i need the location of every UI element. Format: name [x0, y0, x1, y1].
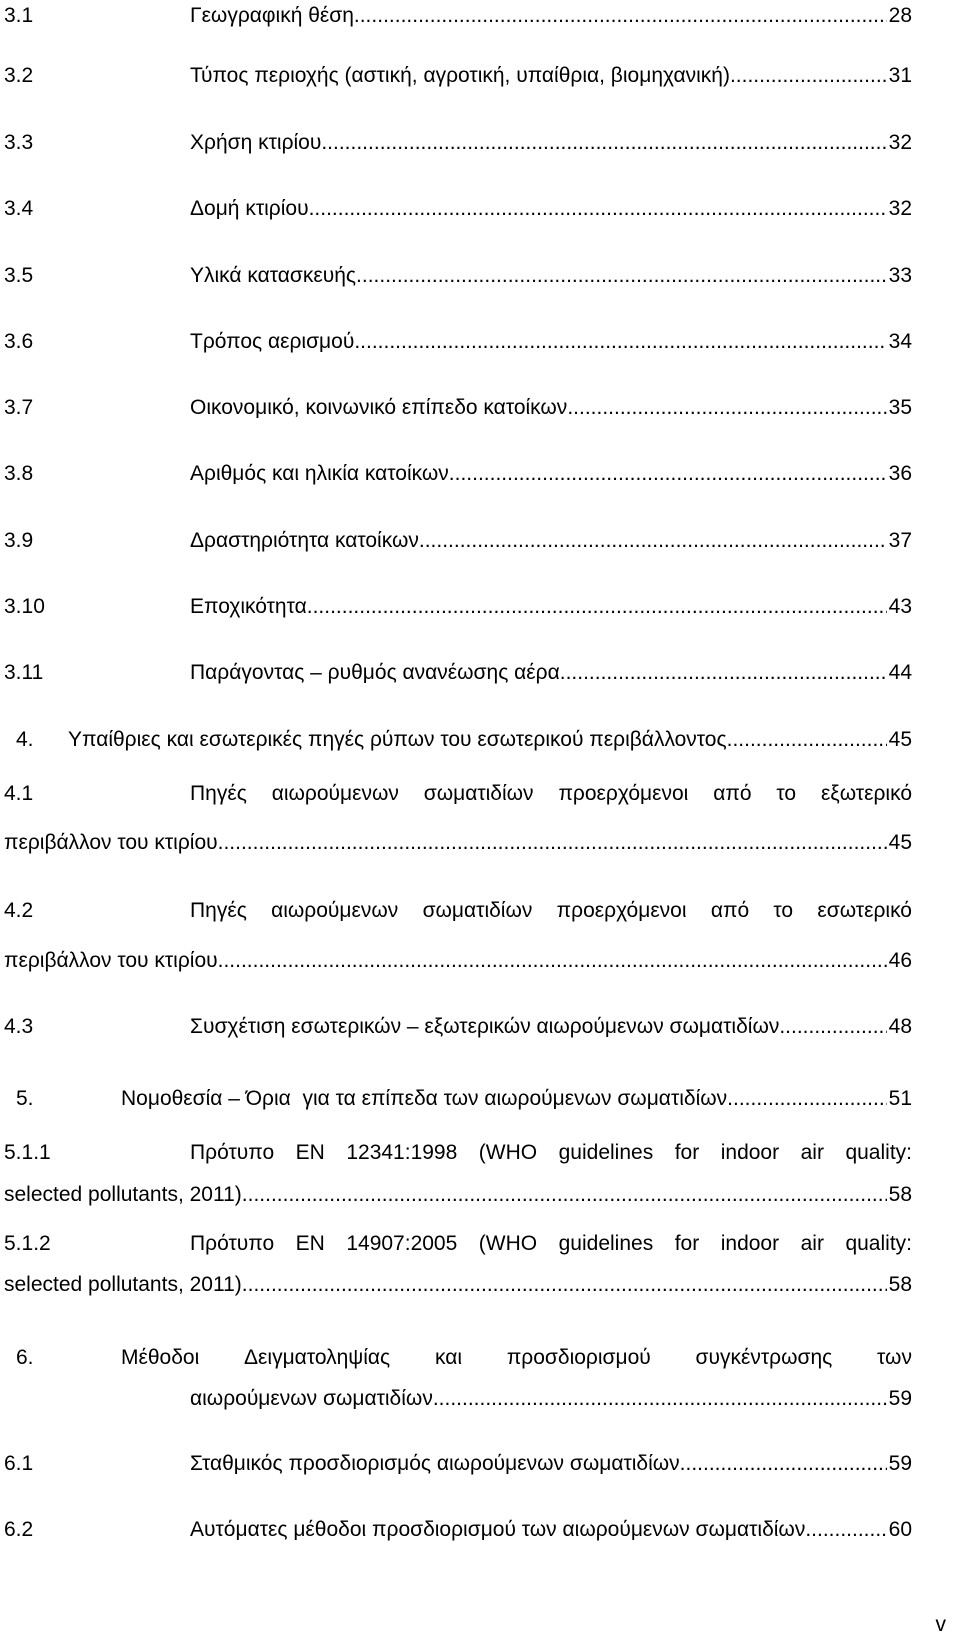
- title-word: guidelines: [558, 1141, 654, 1164]
- toc-entry-leader: [190, 459, 912, 489]
- toc-entry-title: Δομή κτιρίου: [190, 197, 309, 220]
- toc-entry-leader: [4, 828, 912, 858]
- toc-entry-page: 35: [888, 396, 912, 419]
- dot-leader: [354, 1, 887, 31]
- toc-entry-leader: [4, 1180, 912, 1210]
- toc-entry[interactable]: [0, 459, 960, 489]
- title-word: και: [434, 1346, 463, 1369]
- toc-entry-number: 3.3: [4, 131, 34, 154]
- dot-leader: [560, 658, 887, 688]
- toc-entry-continuation[interactable]: [0, 828, 960, 858]
- title-word: προερχόμενοι: [556, 899, 687, 922]
- page-number: v: [935, 1613, 946, 1636]
- toc-entry-leader: [190, 526, 912, 556]
- toc-chapter-entry[interactable]: [0, 1084, 960, 1114]
- dot-leader: [727, 1084, 886, 1114]
- toc-entry-title: Αυτόματες μέθοδοι προσδιορισμού των αιωρούμενων σωματιδίων: [190, 1518, 806, 1541]
- toc-entry-number: 3.11: [4, 661, 44, 684]
- dot-leader: [309, 194, 887, 224]
- dot-leader: [779, 1012, 886, 1042]
- dot-leader: [242, 1270, 887, 1300]
- title-word: Πηγές: [190, 782, 247, 805]
- title-word: for: [674, 1232, 700, 1255]
- toc-entry-page: 28: [888, 4, 912, 27]
- toc-entry-page: 45: [888, 728, 912, 751]
- title-word: προερχόμενοι: [558, 782, 689, 805]
- toc-entry-page: 51: [888, 1087, 912, 1110]
- toc-entry-number: 4.3: [4, 1015, 34, 1038]
- toc-entry-page: 31: [888, 64, 912, 87]
- toc-entry-title: Γεωγραφική θέση: [190, 4, 354, 27]
- toc-entry-title: Υπαίθριες και εσωτερικές πηγές ρύπων του εσωτερικού περιβάλλοντος: [68, 728, 727, 751]
- toc-entry-leader: [190, 1384, 912, 1414]
- toc-entry[interactable]: [0, 779, 960, 809]
- toc-entry-number: 6.2: [4, 1518, 34, 1541]
- toc-entry[interactable]: [0, 1449, 960, 1479]
- toc-entry-number: 4.1: [4, 782, 34, 805]
- toc-entry-title-line2: selected pollutants, 2011): [4, 1183, 242, 1206]
- dot-leader: [805, 1515, 886, 1545]
- dot-leader: [727, 725, 887, 755]
- title-word: Πρότυπο: [190, 1232, 275, 1255]
- toc-entry-leader: [190, 1012, 912, 1042]
- toc-entry-leader: [190, 592, 912, 622]
- toc-entry-page: 36: [888, 462, 912, 485]
- dot-leader: [218, 946, 887, 976]
- title-word: προσδιορισμού: [506, 1346, 651, 1369]
- dot-leader: [242, 1180, 887, 1210]
- toc-entry[interactable]: [0, 896, 960, 926]
- toc-entry[interactable]: [0, 1138, 960, 1168]
- toc-entry-title-line1: [190, 896, 912, 926]
- toc-entry-number: 4.2: [4, 899, 34, 922]
- toc-entry-title-line1: [190, 1138, 912, 1168]
- toc-entry-number: 3.1: [4, 4, 34, 27]
- toc-entry-title: Εποχικότητα: [190, 595, 307, 618]
- toc-entry[interactable]: [0, 1229, 960, 1259]
- toc-entry-title-line2: αιωρούμενων σωματιδίων: [190, 1387, 433, 1410]
- toc-entry[interactable]: [0, 327, 960, 357]
- toc-entry-leader: [190, 1, 912, 31]
- title-word: εξωτερικό: [820, 782, 912, 805]
- title-word: από: [713, 782, 752, 805]
- toc-entry[interactable]: [0, 128, 960, 158]
- toc-entry-continuation[interactable]: [0, 946, 960, 976]
- title-word: συγκέντρωσης: [695, 1346, 833, 1369]
- toc-entry[interactable]: [0, 658, 960, 688]
- toc-entry-page: 48: [888, 1015, 912, 1038]
- toc-entry-page: 32: [888, 197, 912, 220]
- title-word: Μέθοδοι: [121, 1346, 200, 1369]
- toc-entry-page: 33: [888, 264, 912, 287]
- toc-entry[interactable]: [0, 261, 960, 291]
- toc-entry-page: 60: [888, 1518, 912, 1541]
- toc-entry-title: Σταθμικός προσδιορισμός αιωρούμενων σωματιδίων: [190, 1452, 680, 1475]
- toc-entry-title-line1: [190, 1229, 912, 1259]
- toc-entry-page: 43: [888, 595, 912, 618]
- toc-entry-number: 3.9: [4, 529, 34, 552]
- toc-entry-number: 3.7: [4, 396, 34, 419]
- toc-entry-page: 34: [888, 330, 912, 353]
- toc-entry-leader: [4, 946, 912, 976]
- toc-entry-continuation[interactable]: [0, 1384, 960, 1414]
- toc-entry[interactable]: [0, 592, 960, 622]
- toc-entry-page: 59: [888, 1387, 912, 1410]
- toc-entry[interactable]: [0, 194, 960, 224]
- toc-entry-title: Συσχέτιση εσωτερικών – εξωτερικών αιωρούμενων σωματιδίων: [190, 1015, 780, 1038]
- toc-entry-continuation[interactable]: [0, 1180, 960, 1210]
- toc-entry-title-line1: [190, 779, 912, 809]
- dot-leader: [218, 828, 887, 858]
- title-word: guidelines: [558, 1232, 654, 1255]
- toc-entry[interactable]: [0, 1, 960, 31]
- toc-entry-leader: [68, 725, 912, 755]
- toc-entry-page: 46: [888, 949, 912, 972]
- toc-entry-leader: [190, 61, 912, 91]
- toc-entry-page: 45: [888, 831, 912, 854]
- toc-entry-page: 37: [888, 529, 912, 552]
- title-word: Δειγματοληψίας: [244, 1346, 391, 1369]
- dot-leader: [356, 261, 887, 291]
- title-word: σωματιδίων: [423, 782, 534, 805]
- title-word: (WHO: [478, 1141, 538, 1164]
- toc-entry[interactable]: [0, 526, 960, 556]
- toc-entry[interactable]: [0, 1515, 960, 1545]
- toc-entry-page: 58: [888, 1183, 912, 1206]
- title-word: quality:: [845, 1232, 912, 1255]
- dot-leader: [307, 592, 887, 622]
- toc-entry-leader: [190, 1515, 912, 1545]
- toc-entry-leader: [190, 261, 912, 291]
- toc-entry-number: 4.: [16, 728, 34, 751]
- title-word: σωματιδίων: [422, 899, 533, 922]
- toc-entry-leader: [190, 128, 912, 158]
- toc-entry-number: 3.5: [4, 264, 34, 287]
- toc-entry[interactable]: [0, 61, 960, 91]
- toc-chapter-entry[interactable]: [0, 725, 960, 755]
- toc-entry-number: 5.1.2: [4, 1232, 51, 1255]
- toc-entry-number: 5.1.1: [4, 1141, 51, 1164]
- toc-chapter-entry[interactable]: [0, 1343, 960, 1373]
- title-word: αιωρούμενων: [271, 782, 399, 805]
- dot-leader: [321, 128, 886, 158]
- toc-entry-number: 3.8: [4, 462, 34, 485]
- title-word: ΕΝ: [295, 1141, 325, 1164]
- toc-entry-number: 6.: [16, 1346, 34, 1369]
- title-word: Πρότυπο: [190, 1141, 275, 1164]
- toc-entry-title: Οικονομικό, κοινωνικό επίπεδο κατοίκων: [190, 396, 568, 419]
- dot-leader: [680, 1449, 887, 1479]
- toc-entry-number: 5.: [16, 1087, 34, 1110]
- title-word: air: [800, 1141, 824, 1164]
- toc-entry-title: Υλικά κατασκευής: [190, 264, 357, 287]
- toc-entry-leader: [190, 1449, 912, 1479]
- dot-leader: [449, 459, 887, 489]
- toc-entry[interactable]: [0, 1012, 960, 1042]
- toc-entry-page: 58: [888, 1273, 912, 1296]
- dot-leader: [419, 526, 887, 556]
- toc-entry-page: 44: [888, 661, 912, 684]
- toc-entry-leader: [190, 393, 912, 423]
- toc-entry-title: Τρόπος αερισμού: [190, 330, 355, 353]
- toc-entry-title: Χρήση κτιρίου: [190, 131, 322, 154]
- toc-entry-title: Αριθμός και ηλικία κατοίκων: [190, 462, 449, 485]
- toc-entry-page: 32: [888, 131, 912, 154]
- title-word: indoor: [720, 1232, 780, 1255]
- toc-entry-title-line1: [121, 1343, 912, 1373]
- toc-entry-title: Τύπος περιοχής (αστική, αγροτική, υπαίθρια, βιομηχανική): [190, 64, 730, 87]
- dot-leader: [567, 393, 886, 423]
- toc-entry-number: 3.2: [4, 64, 34, 87]
- toc-entry-page: 59: [888, 1452, 912, 1475]
- dot-leader: [433, 1384, 887, 1414]
- toc-entry-leader: [190, 194, 912, 224]
- toc-entry-leader: [4, 1270, 912, 1300]
- toc-entry-title: Δραστηριότητα κατοίκων: [190, 529, 419, 552]
- toc-entry[interactable]: [0, 393, 960, 423]
- dot-leader: [730, 61, 887, 91]
- toc-entry-leader: [190, 658, 912, 688]
- title-word: αιωρούμενων: [271, 899, 399, 922]
- title-word: for: [674, 1141, 700, 1164]
- toc-entry-title-line2: περιβάλλον του κτιρίου: [4, 949, 218, 972]
- toc-entry-continuation[interactable]: [0, 1270, 960, 1300]
- toc-entry-title: Παράγοντας – ρυθμός ανανέωσης αέρα: [190, 661, 560, 684]
- title-word: των: [877, 1346, 912, 1369]
- toc-entry-title-line2: selected pollutants, 2011): [4, 1273, 242, 1296]
- title-word: (WHO: [478, 1232, 538, 1255]
- toc-entry-leader: [121, 1084, 912, 1114]
- title-word: ΕΝ: [295, 1232, 325, 1255]
- dot-leader: [354, 327, 886, 357]
- title-word: air: [800, 1232, 824, 1255]
- title-word: εσωτερικό: [817, 899, 912, 922]
- toc-entry-number: 3.4: [4, 197, 34, 220]
- title-word: Πηγές: [190, 899, 247, 922]
- toc-entry-number: 3.10: [4, 595, 45, 618]
- title-word: από: [710, 899, 750, 922]
- title-word: το: [773, 899, 794, 922]
- toc-entry-title-line2: περιβάλλον του κτιρίου: [4, 831, 218, 854]
- toc-entry-number: 6.1: [4, 1452, 34, 1475]
- title-word: quality:: [845, 1141, 912, 1164]
- toc-entry-leader: [190, 327, 912, 357]
- toc-entry-title: Νομοθεσία – Όρια για τα επίπεδα των αιωρούμενων σωματιδίων: [121, 1087, 728, 1110]
- toc-entry-number: 3.6: [4, 330, 34, 353]
- title-word: indoor: [720, 1141, 780, 1164]
- title-word: 14907:2005: [346, 1232, 458, 1255]
- title-word: το: [776, 782, 797, 805]
- title-word: 12341:1998: [346, 1141, 458, 1164]
